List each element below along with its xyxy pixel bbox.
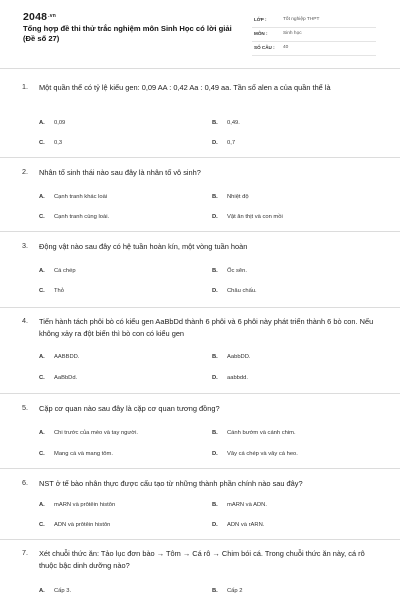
question-number: 7. (22, 548, 28, 557)
option-text: Cấp 2 (227, 588, 243, 594)
option-text: Cánh bướm và cánh chim. (227, 430, 296, 436)
option-text: Vây cá chép và vây cá heo. (227, 451, 298, 457)
divider (0, 157, 400, 158)
option-letter: B. (212, 502, 218, 508)
meta-key: MÔN : (254, 31, 268, 36)
logo-text: 2048 (23, 11, 48, 23)
question-text: Một quần thể có tỷ lệ kiểu gen: 0,09 AA : 0,42 Aa : 0,49 aa. Tần số alen a của quần thể là (39, 83, 331, 92)
option-text: Cạnh tranh khác loài (54, 194, 108, 200)
option-letter: B. (212, 430, 218, 436)
option-letter: A. (39, 588, 45, 594)
meta-row-class (252, 14, 376, 28)
question-text: Cặp cơ quan nào sau đây là cặp cơ quan tương đồng? (39, 404, 220, 413)
option-letter: B. (212, 194, 218, 200)
option-text: Cá chép (54, 268, 76, 274)
meta-value: Sinh học (283, 31, 302, 36)
question-text: Xét chuỗi thức ăn: Tảo lục đơn bào → Tôm → Cá rô → Chim bói cá. Trong chuỗi thức ăn này, cá rô thuộc bậc dinh dưỡng nào? (39, 549, 365, 570)
option-letter: B. (212, 120, 218, 126)
question-text: Tiến hành tách phôi bò có kiểu gen AaBbDd thành 6 phôi và 6 phôi này phát triển thành 6 bò con. Nếu không xảy ra đột biến thì bò con có kiểu gen (39, 317, 374, 338)
option-text: AABBDD. (54, 354, 80, 360)
option-text: 0,09 (54, 120, 66, 126)
option-letter: A. (39, 430, 45, 436)
question-number: 4. (22, 316, 28, 325)
option-text: mARN và ADN. (227, 502, 267, 508)
question-text: Nhân tố sinh thái nào sau đây là nhân tố vô sinh? (39, 168, 201, 177)
logo-suffix: .vn (48, 13, 56, 19)
option-text: ADN và prôtêin histôn (54, 522, 111, 528)
option-letter: C. (39, 451, 45, 457)
option-letter: B. (212, 354, 218, 360)
option-text: Thỏ (54, 288, 64, 294)
option-text: Vật ăn thịt và con mồi (227, 214, 283, 220)
option-letter: A. (39, 354, 45, 360)
question-number: 5. (22, 403, 28, 412)
option-text: Cấp 3. (54, 588, 72, 594)
option-letter: C. (39, 140, 45, 146)
option-letter: D. (212, 288, 218, 294)
option-text: ADN và rARN. (227, 522, 265, 528)
document-header (0, 0, 400, 66)
option-text: Chi trước của mèo và tay người. (54, 430, 138, 436)
divider (0, 539, 400, 540)
site-logo[interactable] (23, 11, 56, 23)
question-number: 3. (22, 241, 28, 250)
divider (0, 307, 400, 308)
option-letter: A. (39, 268, 45, 274)
option-letter: C. (39, 214, 45, 220)
option-letter: A. (39, 502, 45, 508)
question-number: 2. (22, 167, 28, 176)
option-letter: C. (39, 288, 45, 294)
option-text: Nhiệt độ (227, 194, 249, 200)
meta-key: LỚP : (254, 17, 267, 22)
option-text: Châu chấu. (227, 288, 257, 294)
option-text: aabbdd. (227, 375, 248, 381)
divider (0, 468, 400, 469)
option-text: AabbDD. (227, 354, 251, 360)
question-number: 1. (22, 82, 28, 91)
page-title: Tổng hợp đề thi thử trắc nghiệm môn Sinh Học có lời giải (Đề số 27) (23, 24, 232, 43)
option-letter: A. (39, 120, 45, 126)
option-text: Ốc sên. (227, 268, 247, 274)
option-text: Mang cá và mang tôm. (54, 451, 113, 457)
document-meta-table (252, 14, 376, 56)
option-letter: D. (212, 140, 218, 146)
meta-row-count (252, 42, 376, 56)
option-letter: A. (39, 194, 45, 200)
meta-key: SỐ CÂU : (254, 45, 275, 50)
option-letter: B. (212, 588, 218, 594)
option-letter: D. (212, 375, 218, 381)
option-text: 0,7 (227, 140, 236, 146)
option-text: Cạnh tranh cùng loài. (54, 214, 110, 220)
divider (0, 68, 400, 69)
question-text: Động vật nào sau đây có hệ tuần hoàn kín, một vòng tuần hoàn (39, 242, 248, 251)
option-letter: D. (212, 522, 218, 528)
divider (0, 231, 400, 232)
question-text: NST ở tế bào nhân thực được cấu tạo từ những thành phần chính nào sau đây? (39, 479, 303, 488)
option-letter: D. (212, 214, 218, 220)
option-letter: B. (212, 268, 218, 274)
divider (0, 393, 400, 394)
option-text: mARN và prôtêin histôn (54, 502, 116, 508)
meta-value: 40 (283, 45, 289, 50)
meta-row-subject (252, 28, 376, 42)
question-number: 6. (22, 478, 28, 487)
option-text: 0,49. (227, 120, 240, 126)
option-text: 0,3 (54, 140, 63, 146)
option-text: AaBbDd. (54, 375, 78, 381)
option-letter: C. (39, 522, 45, 528)
option-letter: C. (39, 375, 45, 381)
option-letter: D. (212, 451, 218, 457)
meta-value: Tốt nghiệp THPT (283, 17, 320, 22)
